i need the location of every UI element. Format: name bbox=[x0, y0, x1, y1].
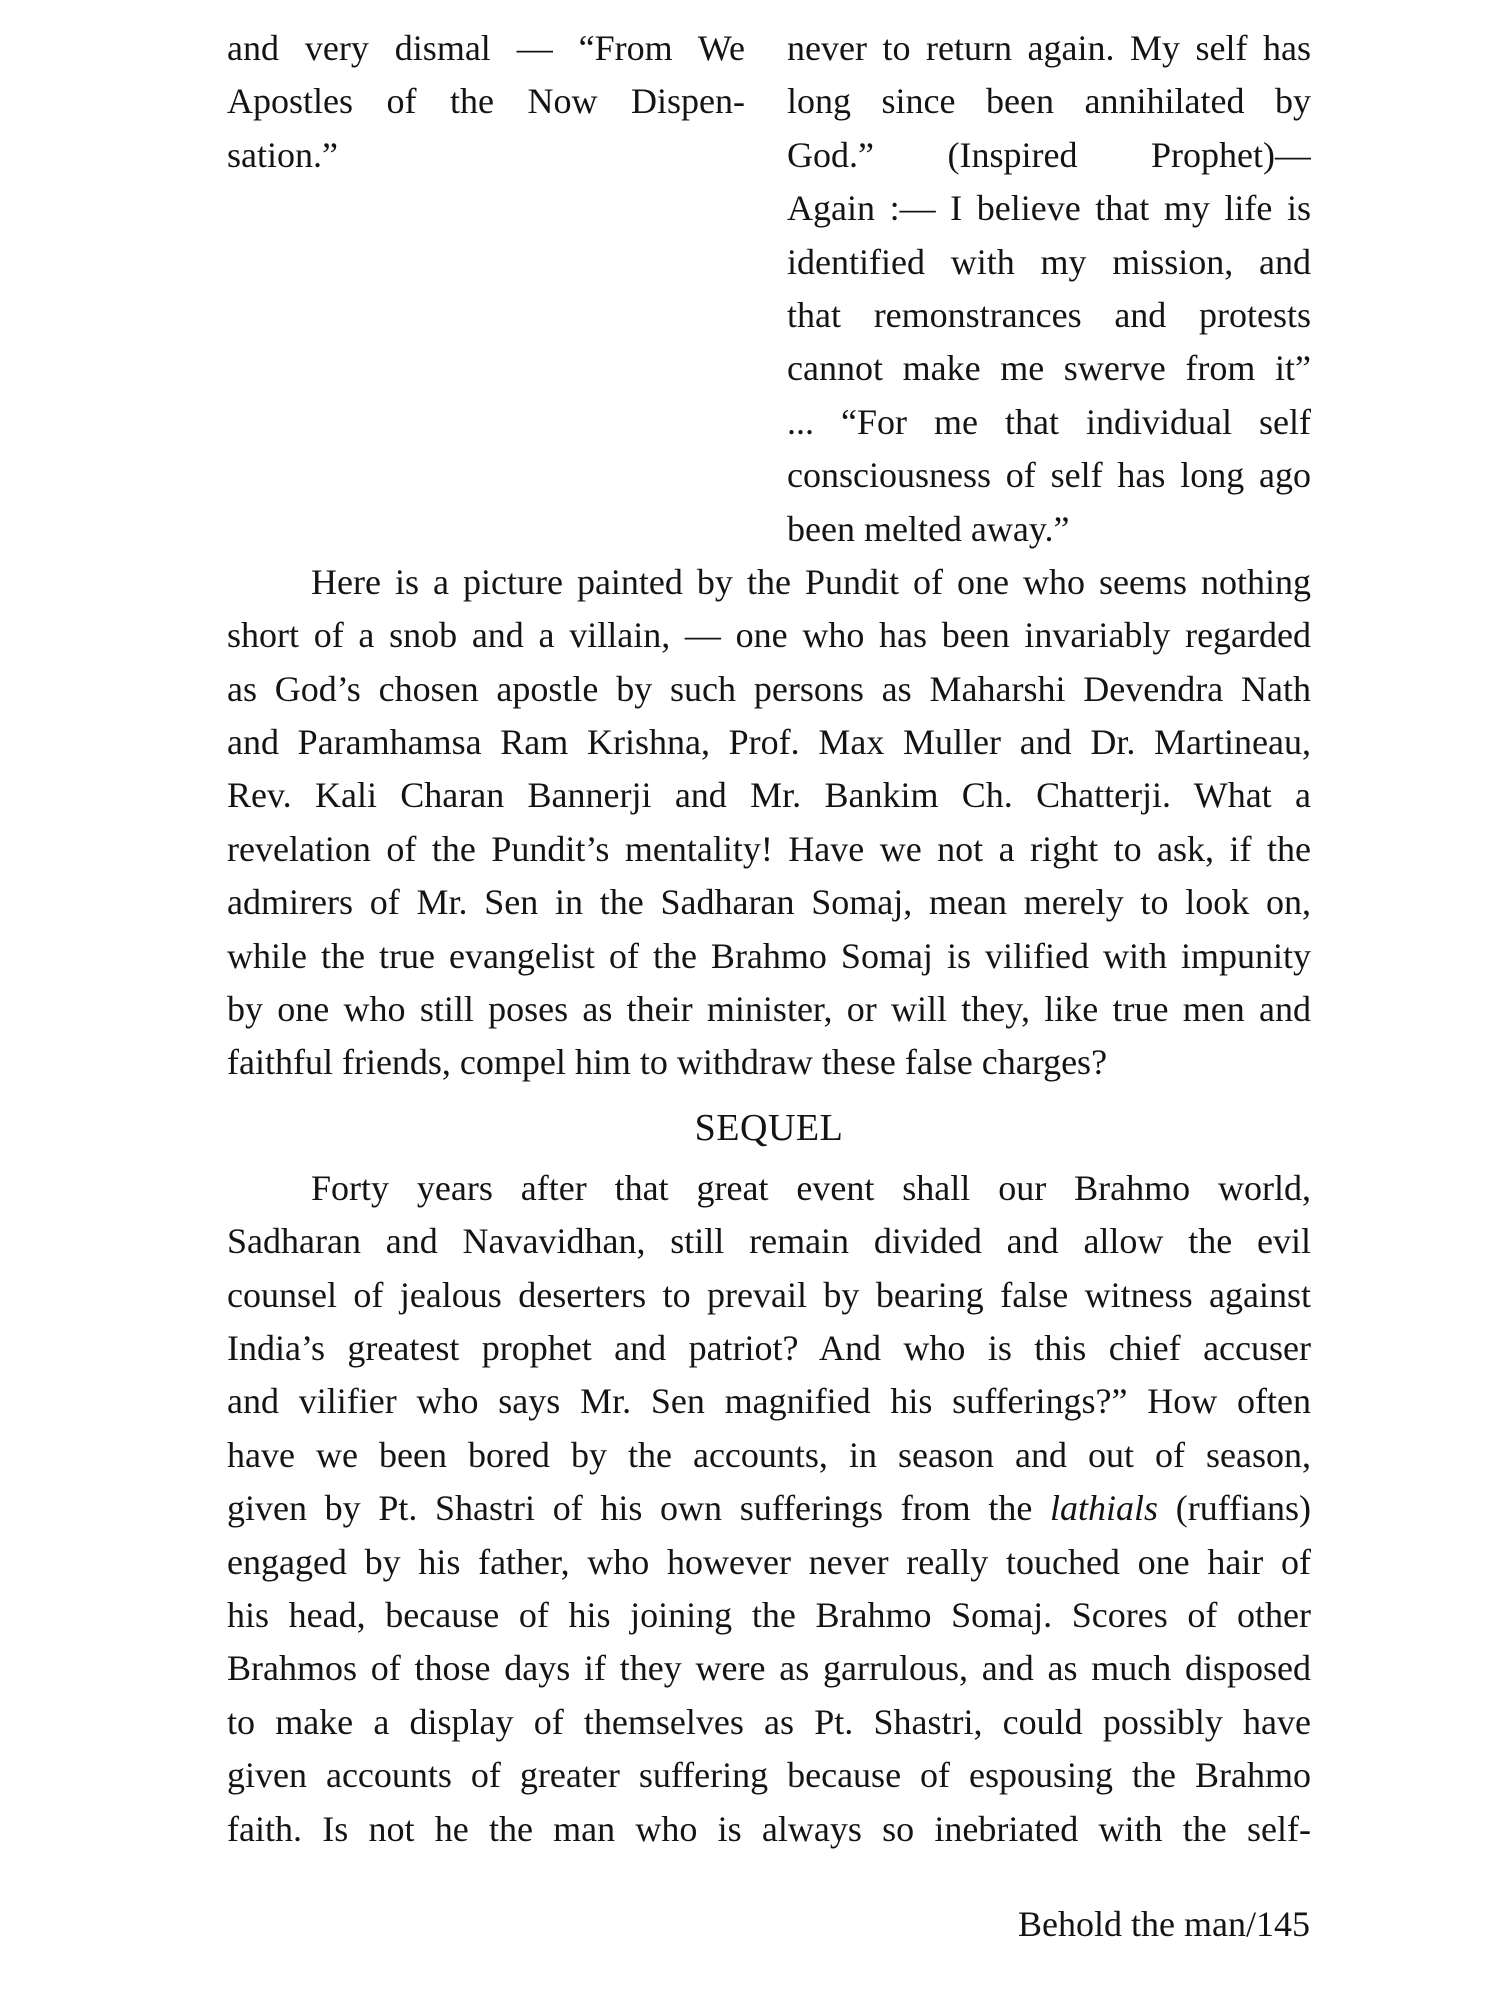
paragraph-line: Rev. Kali Charan Bannerji and Mr. Bankim Ch. Chatterji. What a bbox=[227, 775, 1311, 816]
two-column-block bbox=[227, 22, 1311, 556]
paragraph-pundit-picture bbox=[227, 556, 1311, 1090]
paragraph-line: while the true evangelist of the Brahmo Somaj is vilified with impunity bbox=[227, 935, 1311, 976]
paragraph-line: as God’s chosen apostle by such persons as Maharshi Devendra Nath bbox=[227, 668, 1311, 709]
paragraph-line: and Paramhamsa Ram Krishna, Prof. Max Muller and Dr. Martineau, bbox=[227, 722, 1311, 763]
right-column-line: Again :— I believe that my life is bbox=[787, 188, 1311, 229]
right-column-line: cannot make me swerve from it” bbox=[787, 348, 1311, 389]
paragraph-line: to make a display of themselves as Pt. Shastri, could possibly have bbox=[227, 1701, 1311, 1742]
italic-term: lathials bbox=[1050, 1488, 1159, 1529]
paragraph-line: Sadharan and Navavidhan, still remain divided and allow the evil bbox=[227, 1221, 1311, 1262]
line-segment: (ruffians) bbox=[1158, 1488, 1311, 1529]
left-column-line: Apostles of the Now Dispen- bbox=[227, 81, 745, 122]
paragraph-line: Forty years after that great event shall our Brahmo world, bbox=[311, 1167, 1311, 1208]
right-column-line: been melted away.” bbox=[787, 508, 1070, 549]
paragraph-line: have we been bored by the accounts, in season and out of season, bbox=[227, 1434, 1311, 1475]
paragraph-line: India’s greatest prophet and patriot? And who is this chief accuser bbox=[227, 1327, 1311, 1368]
paragraph-line: faithful friends, compel him to withdraw these false charges? bbox=[227, 1042, 1108, 1083]
right-column-line: identified with my mission, and bbox=[787, 241, 1311, 282]
paragraph-line: revelation of the Pundit’s mentality! Have we not a right to ask, if the bbox=[227, 828, 1311, 869]
right-column-line: consciousness of self has long ago bbox=[787, 455, 1311, 496]
paragraph-line: Brahmos of those days if they were as garrulous, and as much disposed bbox=[227, 1648, 1311, 1689]
right-column bbox=[787, 22, 1311, 556]
right-column-line: never to return again. My self has bbox=[787, 28, 1311, 68]
right-column-line: long since been annihilated by bbox=[787, 81, 1311, 122]
left-column bbox=[227, 22, 745, 556]
paragraph-line: and vilifier who says Mr. Sen magnified his sufferings?” How often bbox=[227, 1381, 1311, 1422]
book-page bbox=[227, 22, 1311, 1856]
right-column-line: God.” (Inspired Prophet)— bbox=[787, 134, 1311, 175]
paragraph-line: engaged by his father, who however never really touched one hair of bbox=[227, 1541, 1311, 1582]
paragraph-line: counsel of jealous deserters to prevail by bearing false witness against bbox=[227, 1274, 1311, 1315]
paragraph-line: his head, because of his joining the Brahmo Somaj. Scores of other bbox=[227, 1594, 1311, 1635]
paragraph-line-with-italic bbox=[227, 1482, 1311, 1535]
left-column-line: and very dismal — “From We bbox=[227, 28, 745, 68]
paragraph-sequel bbox=[227, 1162, 1311, 1856]
section-heading: SEQUEL bbox=[694, 1106, 844, 1149]
left-column-line: sation.” bbox=[227, 134, 338, 175]
right-column-line: that remonstrances and protests bbox=[787, 294, 1311, 335]
page-footer-running-title: Behold the man/145 bbox=[1018, 1904, 1310, 1944]
line-segment: given by Pt. Shastri of his own sufferings from the bbox=[227, 1488, 1051, 1529]
paragraph-line: given accounts of greater suffering because of espousing the Brahmo bbox=[227, 1755, 1311, 1796]
right-column-line: ... “For me that individual self bbox=[787, 401, 1311, 442]
paragraph-line: admirers of Mr. Sen in the Sadharan Somaj, mean merely to look on, bbox=[227, 882, 1311, 923]
paragraph-line: short of a snob and a villain, — one who has been invariably regarded bbox=[227, 615, 1311, 656]
paragraph-line: by one who still poses as their minister, or will they, like true men and bbox=[227, 989, 1311, 1030]
paragraph-line: faith. Is not he the man who is always so inebriated with the self- bbox=[227, 1808, 1311, 1849]
paragraph-line: Here is a picture painted by the Pundit of one who seems nothing bbox=[311, 561, 1311, 602]
